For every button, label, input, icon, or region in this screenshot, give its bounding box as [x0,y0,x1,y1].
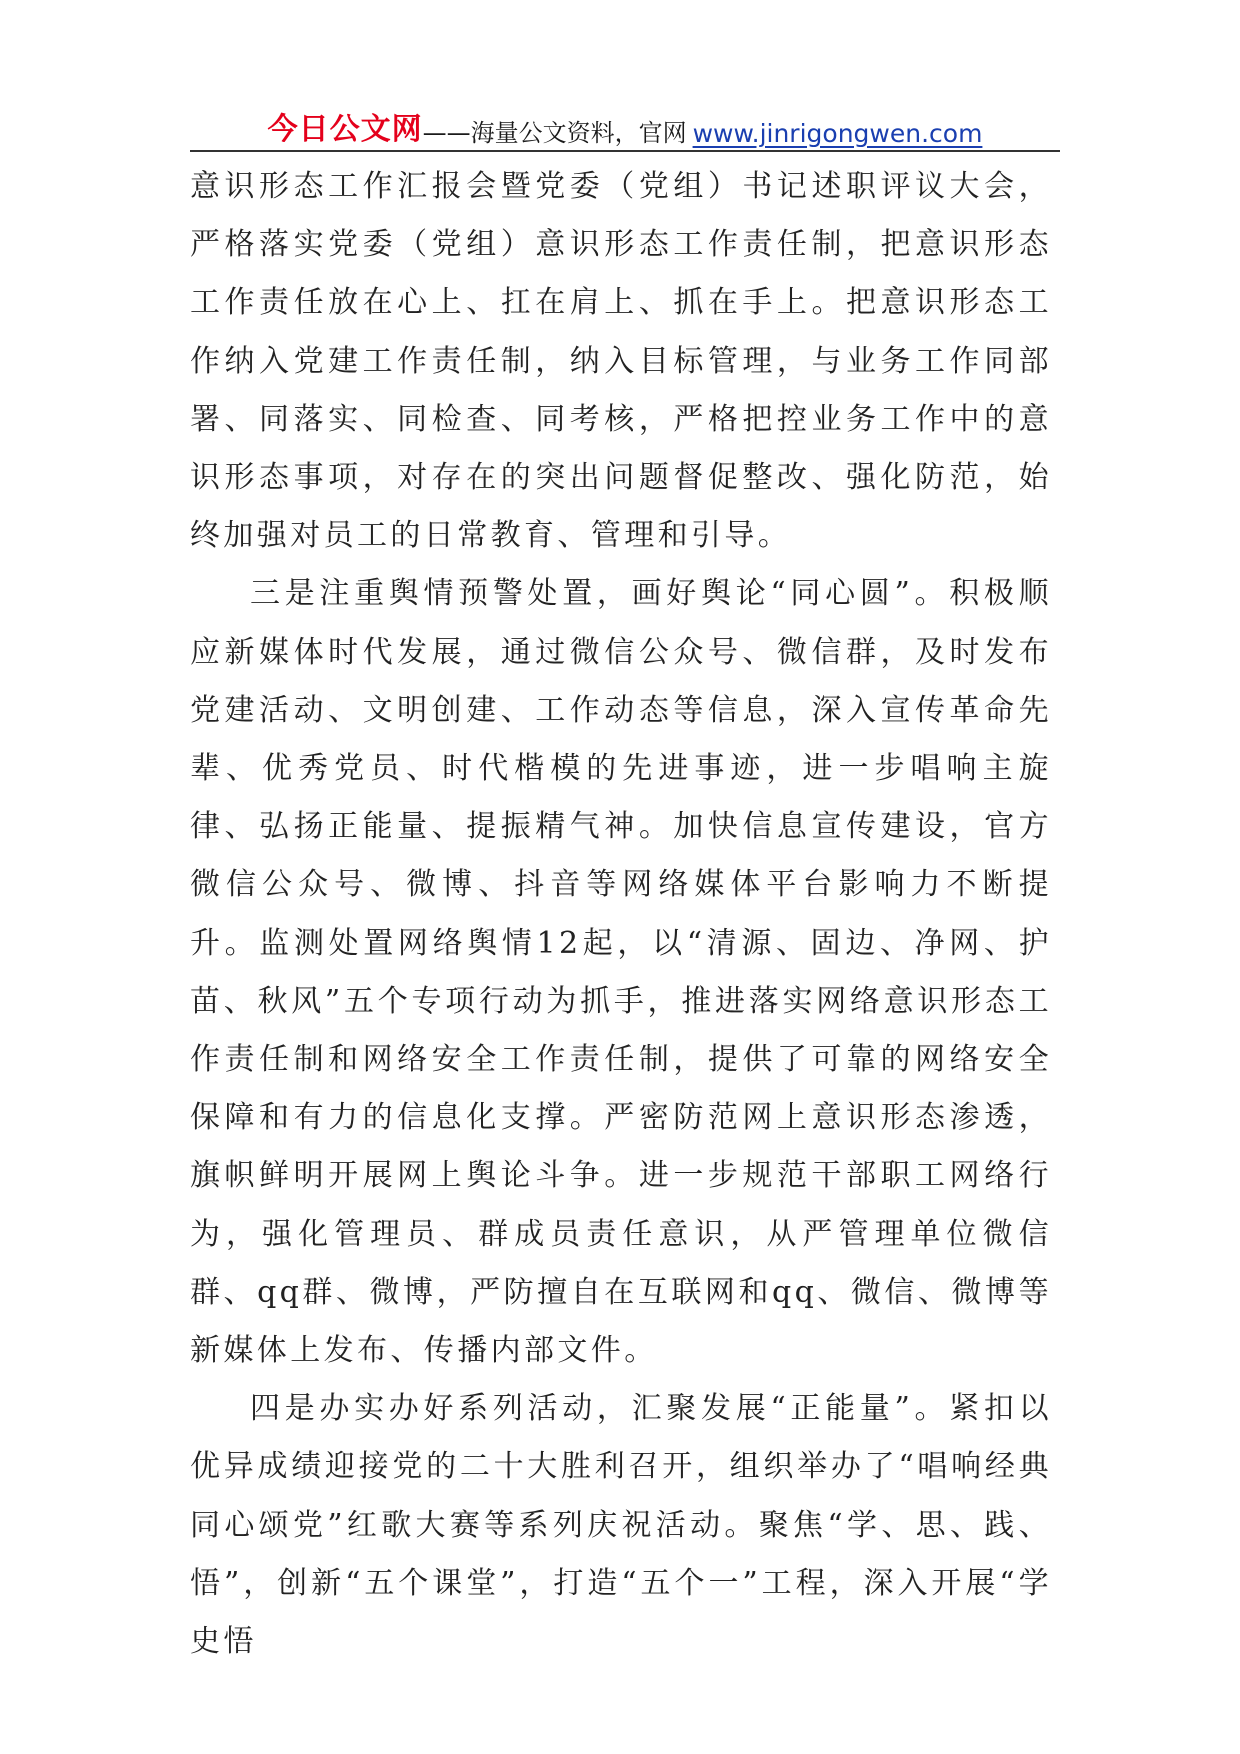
paragraph-three: 三是注重舆情预警处置，画好舆论“同心圆”。积极顺应新媒体时代发展，通过微信公众号、微信群，及时发布党建活动、文明创建、工作动态等信息，深入宣传革命先辈、优秀党员、时代楷模的先进事迹，进一步唱响主旋律、弘扬正能量、提振精气神。加快信息宣传建设，官方微信公众号、微博、抖音等网络媒体平台影响力不断提升。监测处置网络舆情12起，以“清源、固边、净网、护苗、秋风”五个专项行动为抓手，推进落实网络意识形态工作责任制和网络安全工作责任制，提供了可靠的网络安全保障和有力的信息化支撑。严密防范网上意识形态渗透，旗帜鲜明开展网上舆论斗争。进一步规范干部职工网络行为，强化管理员、群成员责任意识，从严管理单位微信群、qq群、微博，严防擅自在互联网和qq、微信、微博等新媒体上发布、传播内部文件。 [190,576,1052,1369]
website-link[interactable]: www.jinrigongwen.com [692,119,983,148]
brand-name: 今日公文网 [267,112,423,147]
header-divider [190,150,1060,152]
header-tagline: ——海量公文资料，官网 [422,119,687,147]
paragraph-continuation: 意识形态工作汇报会暨党委（党组）书记述职评议大会，严格落实党委（党组）意识形态工作责任制，把意识形态工作责任放在心上、扛在肩上、抓在手上。把意识形态工作纳入党建工作责任制，纳入目标管理，与业务工作同部署、同落实、同检查、同考核，严格把控业务工作中的意识形态事项，对存在的突出问题督促整改、强化防范，始终加强对员工的日常教育、管理和引导。 [190,169,1052,554]
paragraph-four: 四是办实办好系列活动，汇聚发展“正能量”。紧扣以优异成绩迎接党的二十大胜利召开，组织举办了“唱响经典同心颂党”红歌大赛等系列庆祝活动。聚焦“学、思、践、悟”，创新“五个课堂”，打造“五个一”工程，深入开展“学史悟 [190,1391,1052,1660]
document-body [190,158,1052,1671]
page-header [190,104,1060,148]
